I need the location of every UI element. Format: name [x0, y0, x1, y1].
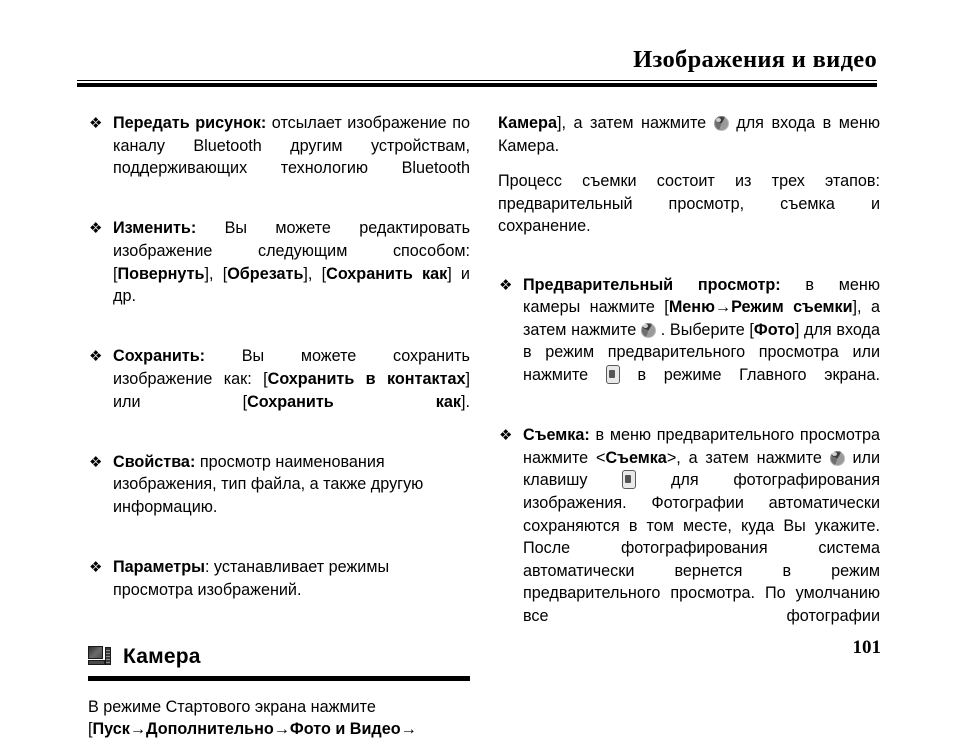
page-title: Изображения и видео [633, 46, 877, 73]
text-run: ] или [ [113, 369, 470, 411]
bold-run: Съемка: [523, 426, 590, 445]
text-run: ], [ [204, 264, 228, 283]
text-run: ], а затем нажмите [556, 114, 714, 132]
bullet-syemka [498, 424, 880, 650]
text-run: или клавишу [523, 448, 880, 490]
sphere-icon [714, 116, 729, 131]
text-run: : устанавливает режимы просмотра изображений. [113, 558, 390, 599]
bullet-parametry [88, 556, 470, 624]
bullet-peredat-risunok [88, 112, 470, 202]
text-run: в режиме Главного экрана. [619, 365, 880, 384]
bold-run: Сохранить: [113, 347, 206, 366]
bullet-marker-icon: ❖ [499, 275, 513, 294]
bold-run: Сохранить в контактах [267, 369, 466, 388]
bullet-marker-icon: ❖ [89, 452, 103, 471]
bullet-predvaritelnyy-prosmotr [498, 274, 880, 410]
page-header [77, 47, 877, 87]
text-run: ], [ [303, 264, 327, 283]
section-camera-heading [88, 642, 470, 672]
text-run: отсылает изображение по каналу Bluetooth другим устройствам, поддерживающих технологию Bluetooth [113, 114, 470, 178]
section-camera-rule [88, 676, 470, 681]
text-run: в меню предварительного просмотра нажмите < [523, 426, 880, 467]
bold-run: Свойства: [113, 452, 196, 471]
bullet-izmenit [88, 217, 470, 330]
right-intro-paragraph [498, 112, 880, 157]
bold-run: Камера [498, 114, 557, 132]
bullet-sohranit [88, 345, 470, 435]
text-run: В режиме Стартового экрана нажмите [ [88, 697, 376, 739]
bold-run: Съемка [605, 448, 667, 467]
bullet-marker-icon: ❖ [89, 114, 103, 132]
bold-run: Сохранить как [247, 392, 461, 411]
text-run: Вы можете редактировать изображение следующим способом: [ [113, 219, 470, 283]
bold-run: Пуск→Дополнительно→Фото и Видео→ [92, 720, 417, 739]
sphere-icon [641, 323, 656, 338]
text-run: ]. [461, 392, 470, 411]
text-run: для фотографирования изображения. Фотографии автоматически сохраняются в том месте, куда Вы укажите. После фотографирования система автоматически вернется в режим предварительного просмотра. По умолчанию все фотографии [523, 471, 880, 625]
right-bullet-list [498, 274, 880, 651]
bullet-marker-icon: ❖ [89, 219, 103, 238]
text-run: для входа в меню Камера. [498, 114, 880, 155]
right-process-paragraph: Процесс съемки состоит из трех этапов: предварительный просмотр, съемка и сохранение. [498, 172, 880, 236]
bold-run: Параметры [113, 558, 205, 577]
text-run: ], а затем нажмите [523, 298, 881, 339]
section-camera-body [88, 696, 470, 741]
device-icon [622, 470, 636, 489]
text-run: . Выберите [ [656, 320, 754, 339]
bold-run: Меню→Режим съемки [668, 298, 853, 317]
bullet-svoystva [88, 451, 470, 541]
section-camera-title: Камера [123, 645, 201, 669]
bold-run: Предварительный просмотр: [523, 275, 781, 294]
text-run: >, а затем нажмите [666, 448, 830, 467]
right-column [498, 112, 880, 665]
text-run: Вы можете сохранить изображение как: [ [113, 347, 470, 388]
bold-run: Повернуть [117, 264, 205, 283]
bullet-marker-icon: ❖ [89, 558, 103, 577]
header-divider [77, 80, 877, 87]
left-column [88, 112, 470, 754]
sphere-icon [830, 451, 845, 466]
header-rule-thick [77, 83, 877, 87]
computer-icon [88, 646, 112, 667]
bold-run: Обрезать [227, 264, 304, 283]
bold-run: Передать рисунок: [113, 114, 267, 132]
section-camera [88, 642, 470, 741]
left-bullet-list [88, 112, 470, 624]
text-run: ] для входа в режим предварительного просмотра или нажмите [523, 320, 880, 384]
bold-run: Сохранить как [326, 264, 448, 283]
bullet-marker-icon: ❖ [89, 347, 103, 366]
device-icon [606, 365, 620, 384]
bold-run: Фото [753, 320, 795, 339]
bold-run: Изменить: [113, 219, 197, 238]
page-number: 101 [852, 637, 881, 658]
bullet-marker-icon: ❖ [499, 426, 513, 445]
text-run: в меню камеры нажмите [ [523, 275, 880, 317]
text-run: ] и др. [113, 264, 470, 306]
text-run: просмотр наименования изображения, тип файла, а также другую информацию. [113, 452, 424, 516]
